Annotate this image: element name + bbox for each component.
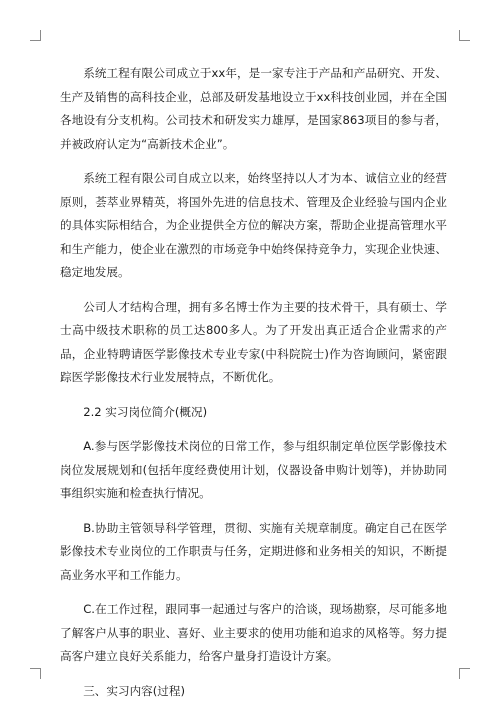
crop-mark-top-right [459,30,470,41]
section-heading-position-overview: 2.2 实习岗位简介(概况) [83,404,208,419]
paragraph-duty-a: A.参与医学影像技术岗位的日常工作，参与组织制定单位医学影像技术岗位发展规划和(包括年度经费使用计划，仪器设备申购计划等)，并协助同事组织实施和检查执行情况。 [60,439,447,500]
paragraph-duty-b: B.协助主管领导科学管理，贯彻、实施有关规章制度。确定自己在医学影像技术专业岗位的工作职责与任务，定期进修和业务相关的知识，不断提高业务水平和工作能力。 [60,520,447,582]
paragraph-company-intro: 系统工程有限公司成立于xx年，是一家专注于产品和产品研究、开发、生产及销售的高科技企业，总部及研发基地设立于xx科技创业园，并在全国各地设有分支机构。公司技术和研发实力雄厚，是国家863项目的参与者，并被政府认定为“高新技术企业”。 [60,66,447,151]
paragraph-company-principles: 系统工程有限公司自成立以来，始终坚持以人才为本、诚信立业的经营原则，荟萃业界精英，将国外先进的信息技术、管理及企业经验与国内企业的具体实际相结合，为企业提供全方位的解决方案，帮助企业提高管理水平和生产能力，使企业在激烈的市场竞争中始终保持竞争力，实现企业快速、稳定地发展。 [60,171,447,279]
crop-mark-top-left [30,30,41,41]
crop-mark-bottom-right [459,668,470,679]
section-heading-internship-content: 三、实习内容(过程) [83,683,185,698]
document-body [60,62,447,714]
crop-mark-bottom-left [30,668,41,679]
paragraph-talent-structure: 公司人才结构合理，拥有多名博士作为主要的技术骨干，具有硕士、学士高中级技术职称的员工达800多人。为了开发出真正适合企业需求的产品，企业特聘请医学影像技术专业专家(中科院院士)作为咨询顾问，紧密跟踪医学影像技术行业发展特点，不断优化。 [60,299,447,384]
paragraph-duty-c: C.在工作过程，跟同事一起通过与客户的洽谈，现场勘察，尽可能多地了解客户从事的职业、喜好、业主要求的使用功能和追求的风格等。努力提高客户建立良好关系能力，给客户量身打造设计方案。 [60,602,447,663]
